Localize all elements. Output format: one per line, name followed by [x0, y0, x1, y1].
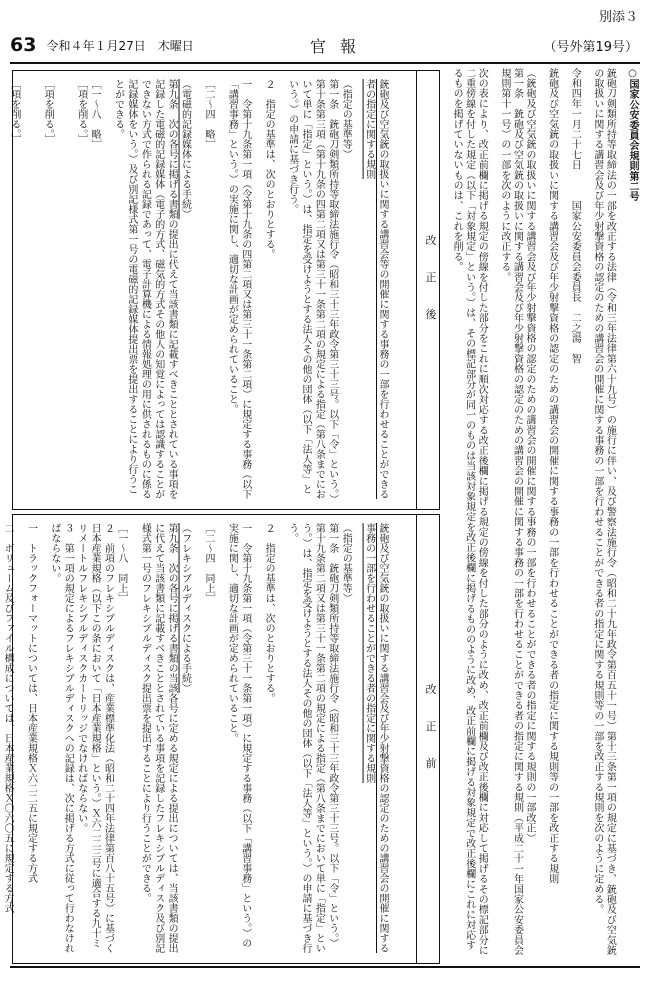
- after-line: ［項を削る。］: [75, 79, 87, 144]
- regulation-number: ○国家公安委員会規則第二号: [627, 68, 638, 202]
- issue-number: （号外第19号）: [543, 39, 638, 55]
- header-rule: [10, 62, 640, 64]
- before-line: 第九条 次の各号に掲げる書類の当該各号に定める規定による提出については、当該書類の提出に代えて当該書類に記載すべきこととされている事項を記録したフレキシブルディスク及び別記様式第一号のフレキシブルディスク提出票を提出することにより行うことができる。: [139, 523, 178, 953]
- after-line: ［項を削る。］: [42, 79, 54, 144]
- after-line: ［二～四 略］: [202, 79, 214, 149]
- gazette-name: 官報: [310, 36, 371, 56]
- after-line: ［一～八 略］: [89, 79, 101, 149]
- amended-text-table: [8, 70, 440, 510]
- before-line: 第一条 銃砲刀剣類所持等取締法施行令（昭和三十三年政令第三十三号。以下「令」という。）第十九条第二項又は第三十一条第二項の規定による指定（第八条までにおいて単に「指定」という。）は、指定を受けようとする法人その他の団体（以下「法人等」という。）の申請に基づき行う。: [286, 523, 338, 953]
- article-heading: （銃砲及び空気銃の取扱いに関する講習会及び年少射撃資格の認定のための講習会の開催に関する事務の一部を行わせることができる者の指定に関する規則の一部改正）: [524, 68, 536, 844]
- amended-column-title: 改正後: [424, 234, 437, 346]
- before-line: ［二～四 同上］: [202, 523, 214, 603]
- after-line: 銃砲及び空気銃の取扱いに関する講習会等の開催に関する事務の一部を行わせることができる者の指定に関する規則: [363, 79, 388, 499]
- regulation-date-signature: 令和四年一月二十七日 国家公安委員会委員長 二之湯 智: [569, 68, 581, 364]
- after-line: ［項を削る。］: [8, 79, 20, 144]
- before-line: ３ 第一項の規定によるフレキシブルディスクへの記録は、次に掲げる方式に従って行わなければならない。: [48, 523, 74, 953]
- regulation-intro: [444, 68, 638, 958]
- after-line: 一 令第十九条第一項（令第十九条の四第二項又は第三十一条第二項）に規定する事務（以下「講習事務」という。）の実施に関し、適切な計画が定められていること。: [226, 79, 251, 499]
- original-column-title: 改正前: [424, 683, 437, 795]
- original-text-table: [2, 514, 440, 964]
- after-line: 第一条 銃砲刀剣類所持等取締法施行令（昭和三十三年政令第三十三号。以下「令」という。）第十条第三項（第十九条の四第二項又は第三十一条第二項の規定による指定（第八条までにおいて単に「指定」という。）は、指定を受けようとする法人その他の団体（以下「法人等」という。）の申請に基づき行う。: [286, 79, 338, 499]
- before-line: 銃砲及び空気銃の取扱いに関する講習会及び年少射撃資格の認定のための講習会の開催に関する事務の一部を行わせることができる者の指定に関する規則: [363, 523, 388, 953]
- regulation-title: 銃砲及び空気銃の取扱いに関する講習会及び年少射撃資格の認定のための講習会の開催に関する事務の一部を行わせることができる者の指定に関する規則等の一部を改正する規則: [546, 68, 558, 884]
- gazette-header: [10, 34, 638, 56]
- footer-rule: [10, 966, 640, 968]
- amended-column-header: [416, 71, 439, 509]
- after-line: （電磁的記録媒体による手続）: [179, 79, 191, 219]
- before-line: 二 ボリューム及びファイル構成については、日本産業規格Ｘ〇六〇五に規定する方式: [2, 523, 14, 913]
- before-line: ［一～八 同上］: [115, 523, 127, 603]
- original-column-header: [416, 515, 439, 963]
- before-line: 一 トラックフォーマットについては、日本産業規格Ｘ六二二五に規定する方式: [25, 523, 37, 883]
- original-text-body: [2, 523, 409, 955]
- issue-date: 令和４年１月27日 木曜日: [46, 38, 194, 53]
- page-number: 63: [10, 34, 37, 56]
- before-line: 一 令第十九条第一項（令第三十一条第一項）に規定する事務（以下「講習事務」という。）の実施に関し、適切な計画が定められていること。: [226, 523, 251, 948]
- after-line: ２ 指定の基準は、次のとおりとする。: [263, 79, 275, 259]
- after-line: 第九条 次の各号に掲げる書類の提出に代えて当該書類に記載すべきこととされている事項を記録した電磁的記録媒体（電子的方式、磁気的方式その他人の知覚によっては認識することができない方式で作られる記録であって、電子計算機による情報処理の用に供されるものに係る記録媒体をいう。）及び別記様式第一号の電磁的記録媒体提出票を提出することにより行うことができる。: [112, 79, 178, 499]
- before-line: ２ 前項のフレキシブルディスクは、産業標準化法（昭和二十四年法律第百八十五号）に基づく日本産業規格（以下この条において「日本産業規格」という。）Ｘ六二二三号に適合する九十ミリメートルフレキシブルディスクカートリッジでなければならない。: [75, 523, 114, 953]
- regulation-preamble: 銃砲刀剣類所持等取締法の一部を改正する法律（令和三年法律第六十九号）の施行に伴い、及び警察法施行令（昭和二十九年政令第百五十一号）第十三条第一項の規定に基づき、銃砲及び空気銃の取扱いに関する講習会及び年少射撃資格の認定のための講習会の開催に関する事務の一部を行わせることができる者の指定に関する規則等の一部を改正する規則を次のように定める。: [591, 68, 616, 956]
- amended-text-body: [8, 79, 409, 501]
- amendment-instruction: 次の表により、改正前欄に掲げる規定の傍線を付した部分をこれに順次対応する改正後欄に掲げる規定の傍線を付した部分のように改め、改正前欄及び改正後欄に対応して掲げるその標記部分に二重傍線を付した規定（以下「対象規定」という。）は、その標記部分が同一のものは当該対象規定を改正後欄に掲げるもののように改め、改正前欄に掲げる対象規定で改正後欄にこれに対応するものを掲げていないものは、これを削る。: [451, 68, 488, 956]
- before-line: ２ 指定の基準は、次のとおりとする。: [263, 523, 275, 703]
- before-line: （指定の基準等）: [340, 523, 352, 603]
- after-line: （指定の基準等）: [340, 79, 352, 159]
- article-1-text: 第一条 銃砲及び空気銃の取扱いに関する講習会及び年少射撃資格の認定のための講習会の開催に関する事務の一部を行わせることができる者の指定に関する規則（平成二十一年国家公安委員会規則第十一号）の一部を次のように改正する。: [498, 68, 523, 956]
- before-line: （フレキシブルディスクによる手続）: [179, 523, 191, 693]
- appendix-tag: 別添３: [598, 10, 638, 25]
